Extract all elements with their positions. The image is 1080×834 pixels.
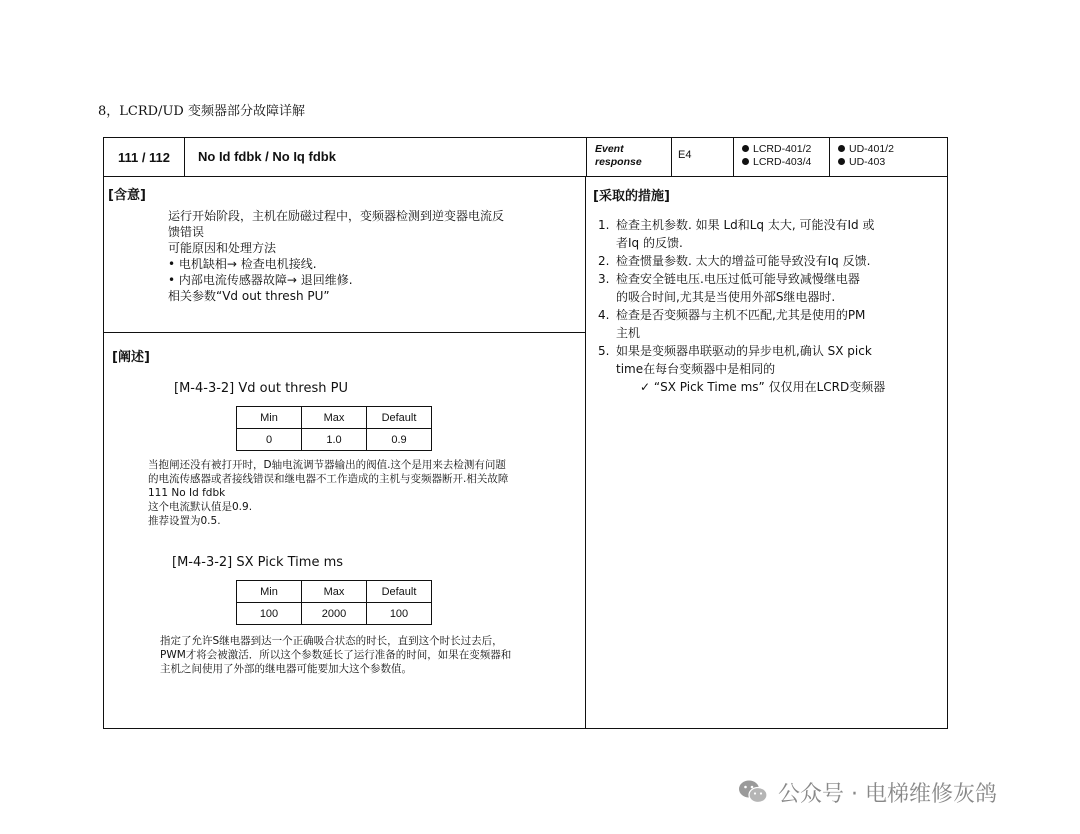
table-row [237, 603, 432, 625]
list-item: 4. 检查是否变频器与主机不匹配,尤其是使用的PM 主机 [598, 308, 866, 340]
model-item: UD-403 [838, 156, 946, 169]
ud-models [830, 138, 946, 176]
meaning-text [168, 208, 528, 304]
explain-label: [阐述] [112, 350, 150, 365]
table-cell: 0.9 [367, 429, 432, 451]
measures-list [594, 216, 934, 396]
list-item: 5. 如果是变频器串联驱动的异步电机,确认 SX pick time在每台变频器中是相同的 [598, 344, 872, 376]
table-cell: 100 [237, 603, 302, 625]
table-row [237, 581, 432, 603]
section-heading: 8，LCRD/UD 变频器部分故障详解 [98, 104, 305, 119]
table-header-cell: Max [302, 407, 367, 429]
bullet-icon [838, 145, 845, 152]
description-line: 111 No Id fdbk [148, 487, 226, 499]
row-divider [104, 332, 585, 333]
meaning-line: 运行开始阶段，主机在励磁过程中，变频器检测到逆变器电流反 [168, 209, 505, 223]
param-title: [M-4-3-2] SX Pick Time ms [172, 555, 344, 570]
param-description [148, 458, 568, 528]
description-line: PWM才将会被激活．所以这个参数延长了运行准备的时间，如果在变频器和 [160, 649, 512, 661]
event-response-label [586, 138, 672, 176]
check-note: ✓ “SX Pick Time ms” 仅仅用在LCRD变频器 [640, 380, 886, 394]
table-row [237, 407, 432, 429]
list-item: 1. 检查主机参数. 如果 Ld和Lq 太大, 可能没有Id 或 者Iq 的反馈. [598, 218, 875, 250]
table-cell: 0 [237, 429, 302, 451]
meaning-line: • 内部电流传感器故障→ 退回维修. [168, 273, 353, 287]
lcrd-models [734, 138, 830, 176]
bullet-icon [838, 158, 845, 165]
event-label-line-2: response [595, 156, 642, 168]
model-item: UD-401/2 [838, 143, 946, 156]
wechat-icon [738, 779, 768, 805]
column-divider [585, 176, 586, 728]
param-description [160, 634, 580, 676]
meaning-line: 相关参数“Vd out thresh PU” [168, 289, 330, 303]
description-line: 主机之间使用了外部的继电器可能要加大这个参数值。 [160, 663, 412, 675]
list-item: 2. 检查惯量参数. 太大的增益可能导致没有Iq 反馈. [598, 254, 871, 268]
meaning-line: • 电机缺相→ 检查电机接线. [168, 257, 317, 271]
meaning-label: [含意] [108, 188, 146, 203]
description-line: 推荐设置为0.5. [148, 515, 221, 527]
list-item: 3. 检查安全链电压.电压过低可能导致减慢继电器 的吸合时间,尤其是当使用外部S继电器时. [598, 272, 860, 304]
bullet-icon [742, 145, 749, 152]
table-header-cell: Max [302, 581, 367, 603]
checkmark-icon: ✓ [640, 380, 651, 394]
table-header-cell: Min [237, 581, 302, 603]
table-row [237, 429, 432, 451]
table-header-cell: Default [367, 407, 432, 429]
meaning-line: 馈错误 [168, 225, 205, 239]
model-item: LCRD-403/4 [742, 156, 829, 169]
table-header-cell: Min [237, 407, 302, 429]
event-label-line-1: Event [595, 143, 624, 155]
watermark [738, 772, 997, 812]
model-item: LCRD-401/2 [742, 143, 829, 156]
table-cell: 2000 [302, 603, 367, 625]
description-line: 这个电流默认值是0.9. [148, 501, 253, 513]
param-table [236, 406, 432, 451]
measures-label: [采取的措施] [593, 189, 670, 204]
table-cell: 1.0 [302, 429, 367, 451]
param-title: [M-4-3-2] Vd out thresh PU [174, 381, 348, 396]
description-line: 当抱闸还没有被打开时，D轴电流调节器输出的阀值.这个是用来去检测有问题 [148, 459, 506, 471]
description-line: 指定了允许S继电器到达一个正确吸合状态的时长，直到这个时长过去后， [160, 635, 503, 647]
fault-detail-table [103, 137, 948, 729]
table-cell: 100 [367, 603, 432, 625]
fault-code: 111 / 112 [104, 138, 185, 176]
event-response-value: E4 [672, 138, 734, 176]
description-line: 的电流传感器或者接线错误和继电器不工作造成的主机与变频器断开.相关故障 [148, 473, 509, 485]
param-table [236, 580, 432, 625]
bullet-icon [742, 158, 749, 165]
fault-name: No Id fdbk / No Iq fdbk [198, 149, 336, 164]
fault-header-row [104, 138, 947, 177]
watermark-text: 公众号 · 电梯维修灰鸽 [778, 781, 997, 807]
table-header-cell: Default [367, 581, 432, 603]
meaning-line: 可能原因和处理方法 [168, 241, 277, 255]
